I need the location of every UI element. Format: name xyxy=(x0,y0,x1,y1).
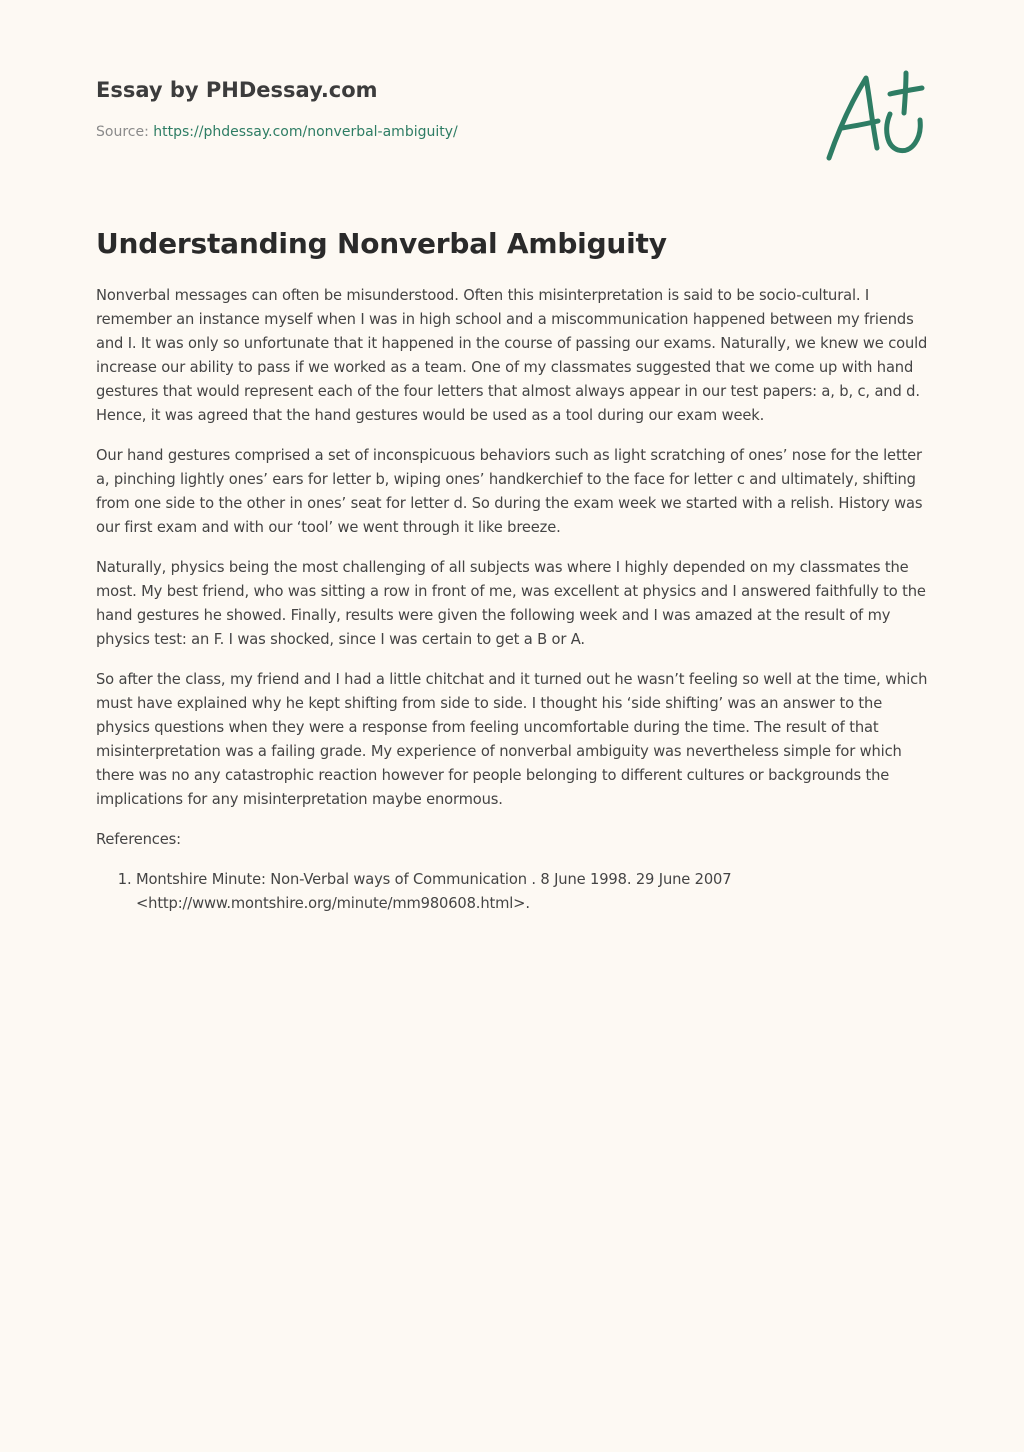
brand-title: Essay by PHDessay.com xyxy=(96,78,378,102)
paragraph: Our hand gestures comprised a set of inconspicuous behaviors such as light scratching of ones’ nose for the letter a, pinching lightly ones’ ears for letter b, wiping ones’ handkerchief to the face for letter c and ultimately, shifting from one side to the other in ones’ seat for letter d. So during the exam week we started with a relish. History was our first exam and with our ‘tool’ we went through it like breeze. xyxy=(96,447,923,536)
references-heading: References: xyxy=(96,831,181,848)
essay-body xyxy=(96,284,936,916)
references-list xyxy=(96,868,936,916)
paragraph: So after the class, my friend and I had a little chitchat and it turned out he wasn’t feeling so well at the time, which must have explained why he kept shifting from side to side. I thought his ‘side shifting’ was an answer to the physics questions when they were a response from feeling uncomfortable during the time. The result of that misinterpretation was a failing grade. My experience of nonverbal ambiguity was nevertheless simple for which there was no any catastrophic reaction however for people belonging to different cultures or backgrounds the implications for any misinterpretation maybe enormous. xyxy=(96,671,928,808)
source-link[interactable]: https://phdessay.com/nonverbal-ambiguity/ xyxy=(153,124,458,140)
source-line xyxy=(96,122,796,142)
reference-item: 1. Montshire Minute: Non-Verbal ways of Communication . 8 June 1998. 29 June 2007 <http://www.montshire.org/minute/mm980608.html>. xyxy=(136,868,936,916)
essay-title: Understanding Nonverbal Ambiguity xyxy=(96,227,667,260)
paragraph: Naturally, physics being the most challenging of all subjects was where I highly depended on my classmates the most. My best friend, who was sitting a row in front of me, was excellent at physics and I answered faithfully to the hand gestures he showed. Finally, results were given the following week and I was amazed at the result of my physics test: an F. I was shocked, since I was certain to get a B or A. xyxy=(96,559,926,648)
source-label: Source: xyxy=(96,124,154,140)
a-plus-grade-icon xyxy=(820,66,928,166)
page-header xyxy=(96,74,796,142)
paragraph: Nonverbal messages can often be misunderstood. Often this misinterpretation is said to be socio-cultural. I remember an instance myself when I was in high school and a miscommunication happened between my friends and I. It was only so unfortunate that it happened in the course of passing our exams. Naturally, we knew we could increase our ability to pass if we worked as a team. One of my classmates suggested that we come up with hand gestures that would represent each of the four letters that almost always appear in our test papers: a, b, c, and d. Hence, it was agreed that the hand gestures would be used as a tool during our exam week. xyxy=(96,287,928,424)
